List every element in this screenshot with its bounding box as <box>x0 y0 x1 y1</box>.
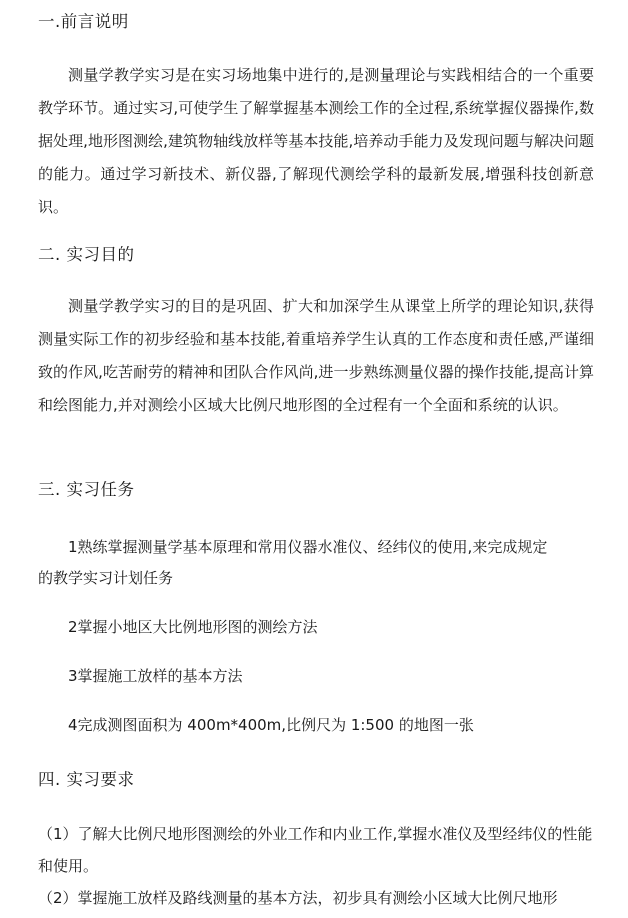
task-item-4: 4完成测图面积为 400m*400m,比例尺为 1:500 的地图一张 <box>68 716 474 734</box>
task-item-3: 3掌握施工放样的基本方法 <box>68 667 243 685</box>
section-4-heading: 四. 实习要求 <box>38 770 135 789</box>
requirement-1: （1）了解大比例尺地形图测绘的外业工作和内业工作,掌握水准仪及型经纬仪的性能和使用。 <box>38 825 593 875</box>
section-2-heading: 二. 实习目的 <box>38 245 135 264</box>
task-item-1-line-1: 1熟练掌握测量学基本原理和常用仪器水准仪、经纬仪的使用,来完成规定 <box>68 538 548 556</box>
section-2-paragraph: 测量学教学实习的目的是巩固、扩大和加深学生从课堂上所学的理论知识,获得测量实际工作的初步经验和基本技能,着重培养学生认真的工作态度和责任感,严谨细致的作风,吃苦耐劳的精神和团队合作风尚,进一步熟练测量仪器的操作技能,提高计算和绘图能力,并对测绘小区域大比例尺地形图的全过程有一个全面和系统的认识。 <box>38 297 594 414</box>
section-1-paragraph: 测量学教学实习是在实习场地集中进行的,是测量理论与实践相结合的一个重要教学环节。通过实习,可使学生了解掌握基本测绘工作的全过程,系统掌握仪器操作,数据处理,地形图测绘,建筑物轴线放样等基本技能,培养动手能力及发现问题与解决问题的能力。通过学习新技术、新仪器,了解现代测绘学科的最新发展,增强科技创新意识。 <box>38 66 594 216</box>
section-1-heading: 一.前言说明 <box>38 12 129 31</box>
section-3-heading: 三. 实习任务 <box>38 480 135 499</box>
requirement-2: （2）掌握施工放样及路线测量的基本方法，初步具有测绘小区域大比例尺地形 <box>38 889 558 907</box>
task-item-1-line-2: 的教学实习计划任务 <box>38 569 174 587</box>
task-item-2: 2掌握小地区大比例地形图的测绘方法 <box>68 618 318 636</box>
